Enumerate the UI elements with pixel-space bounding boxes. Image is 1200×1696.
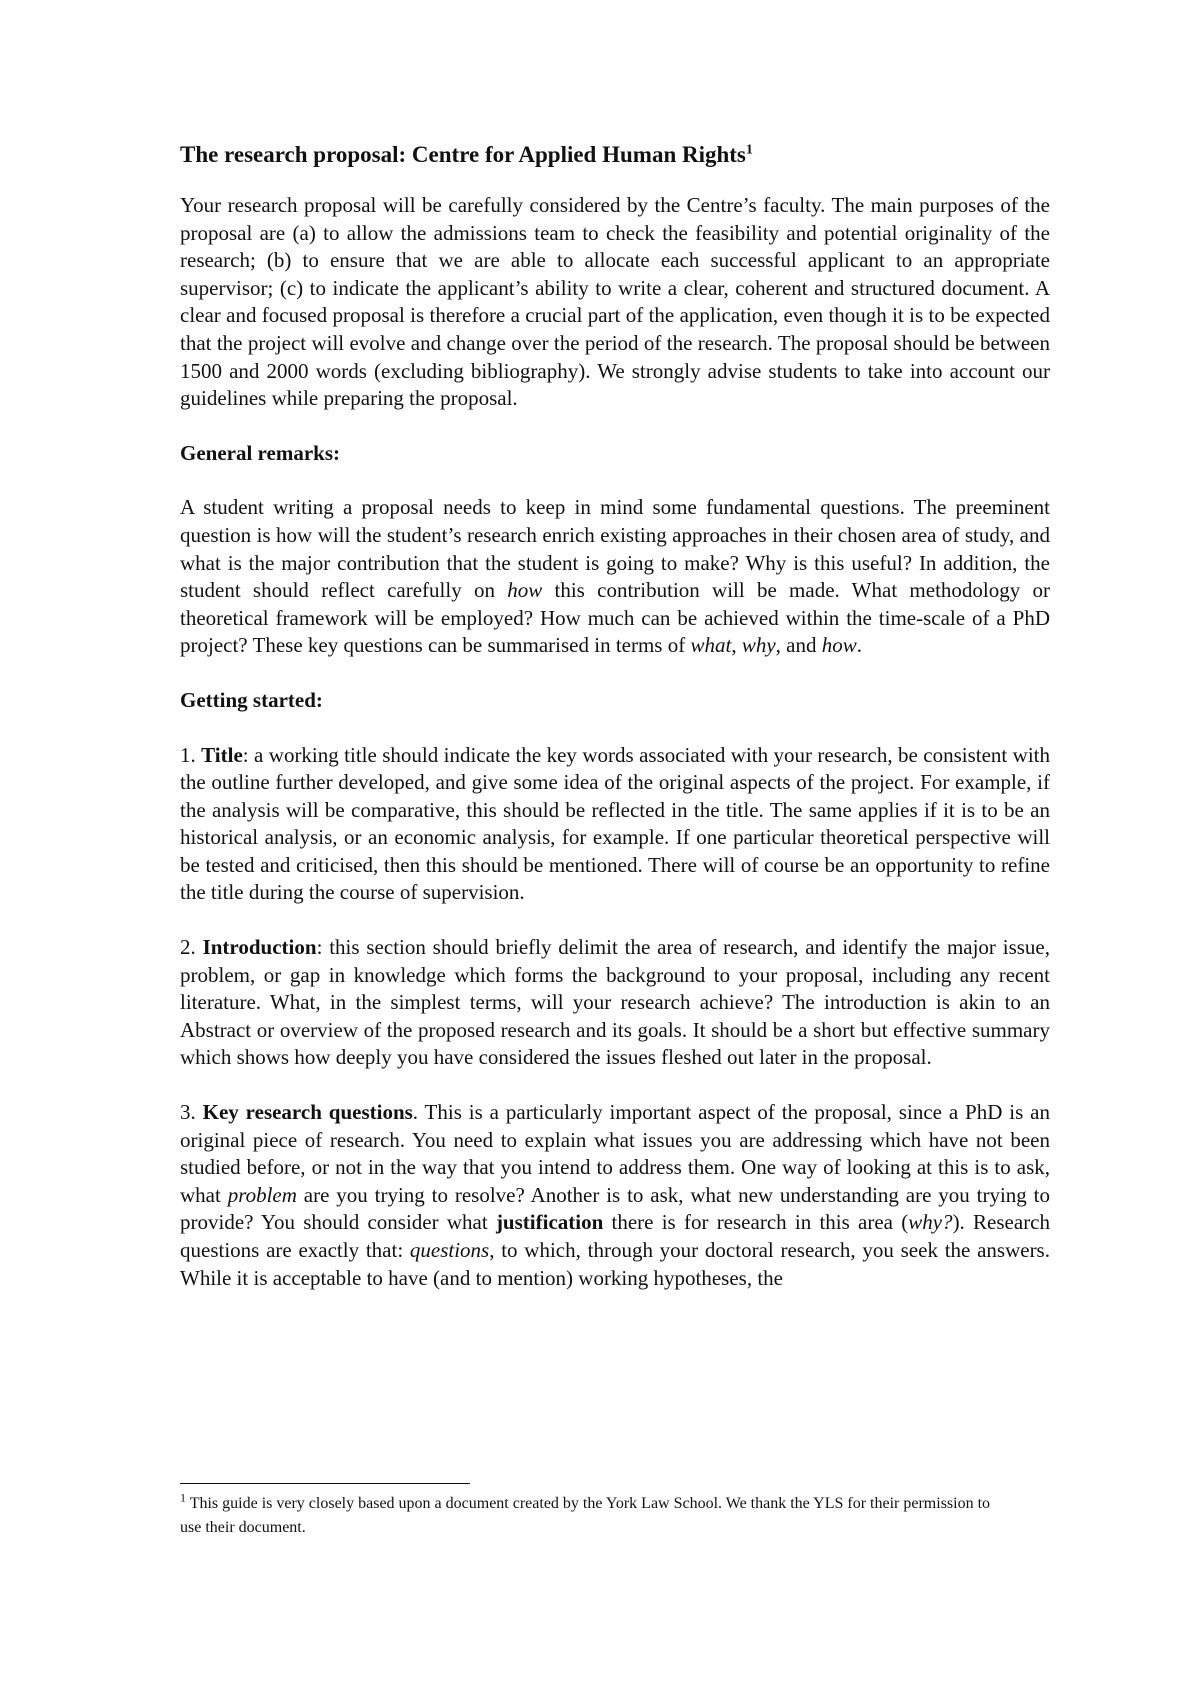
title-footnote-marker[interactable]: 1	[745, 142, 753, 158]
item-1-label: Title	[201, 742, 243, 767]
item-3-text-3: there is for research in this area (	[603, 1210, 909, 1235]
item-key-questions-paragraph	[180, 1099, 1050, 1292]
separator-2: , and	[775, 633, 822, 658]
general-remarks-text-2: this contribution will be made. What methodology or theoretical framework will be employed? How much can be achieved within the time-scale of a PhD project? These key questions can be summarised in terms of	[180, 578, 1050, 658]
footnote-text: This guide is very closely based upon a document created by the York Law School. We thank the YLS for their permission to use their document.	[180, 1495, 991, 1536]
item-2-number: 2.	[180, 935, 203, 960]
emphasis-questions: questions	[409, 1238, 490, 1262]
bold-justification: justification	[495, 1210, 604, 1235]
separator-1: ,	[731, 633, 742, 658]
title-text: The research proposal: Centre for Applied Human Rights	[180, 142, 746, 167]
emphasis-how-2: how	[821, 633, 857, 658]
item-3-text-4: ). Research questions are exactly that:	[180, 1210, 1051, 1262]
emphasis-why: why	[741, 633, 776, 658]
item-title-paragraph	[180, 742, 1050, 908]
general-remarks-end: .	[856, 633, 862, 658]
emphasis-why-question: why?	[908, 1210, 953, 1235]
emphasis-what: what	[690, 633, 732, 658]
general-remarks-text-1: A student writing a proposal needs to keep in mind some fundamental questions. The preeminent question is how will the student’s research enrich existing approaches in their chosen area of study, and what is the major contribution that the student is going to make? Why is this useful? In addition, the student should reflect carefully on	[180, 495, 1050, 603]
emphasis-how: how	[507, 578, 543, 603]
item-2-text: : this section should briefly delimit the area of research, and identify the major issue, problem, or gap in knowledge which forms the background to your proposal, including any recent literature. What, in the simplest terms, will your research achieve? The introduction is akin to an Abstract or overview of the proposed research and its goals. It should be a short but effective summary which shows how deeply you have considered the issues fleshed out later in the proposal.	[180, 935, 1050, 1070]
general-remarks-heading: General remarks:	[180, 440, 340, 465]
item-3-text-5: , to which, through your doctoral research, you seek the answers. While it is acceptable to have (and to mention) working hypotheses, the	[180, 1238, 1050, 1290]
item-3-text-1: . This is a particularly important aspect of the proposal, since a PhD is an original piece of research. You need to explain what issues you are addressing which have not been studied before, or not in the way that you intend to address them. One way of looking at this is to ask, what	[180, 1100, 1050, 1207]
item-1-text: : a working title should indicate the key words associated with your research, be consistent with the outline further developed, and give some idea of the original aspects of the project. For example, if the analysis will be comparative, this should be reflected in the title. The same applies if it is to be an historical analysis, or an economic analysis, for example. If one particular theoretical perspective will be tested and criticised, then this should be mentioned. There will of course be an opportunity to refine the title during the course of supervision.	[180, 742, 1050, 905]
footnote-separator	[180, 1483, 470, 1484]
item-1-number: 1.	[180, 742, 202, 767]
footnote	[180, 1492, 1000, 1540]
document-body	[180, 140, 1050, 1292]
item-2-label: Introduction	[202, 935, 317, 960]
intro-paragraph: Your research proposal will be carefully considered by the Centre’s faculty. The main purposes of the proposal are (a) to allow the admissions team to check the feasibility and potential originality of the research; (b) to ensure that we are able to allocate each successful applicant to an appropriate supervisor; (c) to indicate the applicant’s ability to write a clear, coherent and structured document. A clear and focused proposal is therefore a crucial part of the application, even though it is to be expected that the project will evolve and change over the period of the research. The proposal should be between 1500 and 2000 words (excluding bibliography). We strongly advise students to take into account our guidelines while preparing the proposal.	[180, 193, 1050, 411]
footnote-marker: 1	[180, 1490, 186, 1505]
item-3-number: 3.	[180, 1100, 203, 1125]
general-remarks-paragraph	[180, 494, 1050, 660]
item-introduction-paragraph	[180, 934, 1050, 1072]
document-title	[180, 140, 1050, 170]
item-3-text-2: are you trying to resolve? Another is to ask, what new understanding are you trying to provide? You should consider what	[180, 1182, 1050, 1235]
emphasis-problem: problem	[227, 1182, 297, 1207]
item-3-label: Key research questions	[202, 1100, 413, 1125]
getting-started-heading: Getting started:	[180, 687, 323, 712]
